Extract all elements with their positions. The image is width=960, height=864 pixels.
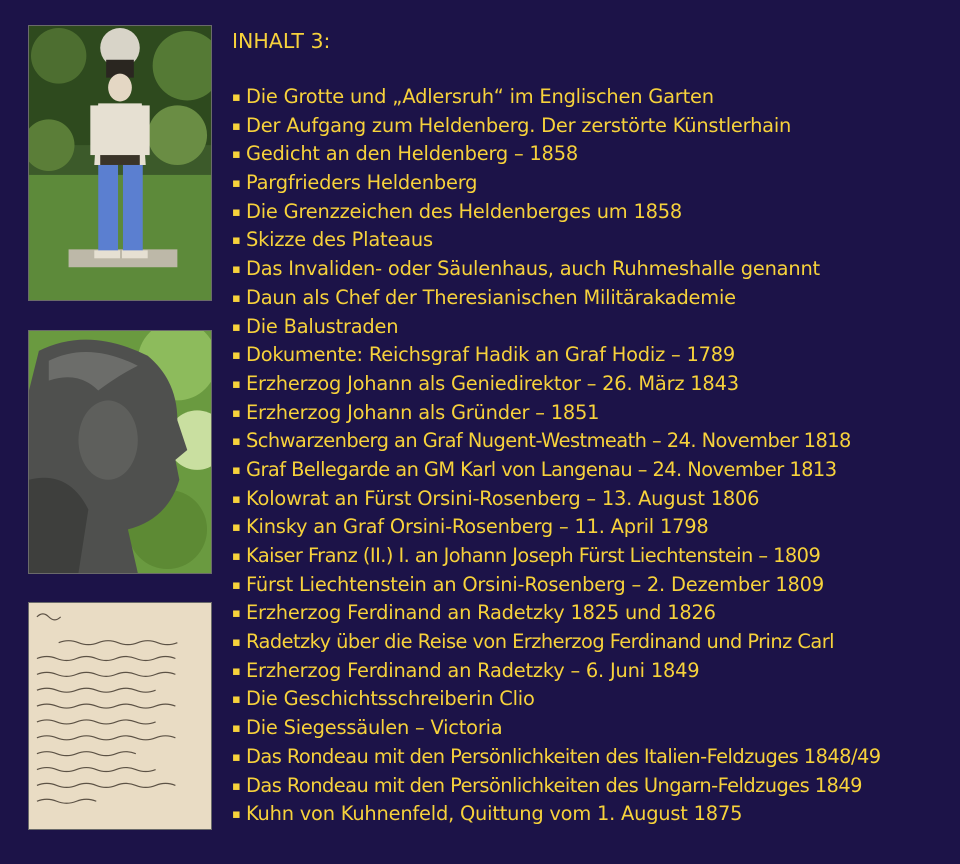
toc-item[interactable] xyxy=(232,140,952,169)
toc-item[interactable] xyxy=(232,714,952,743)
bullet-icon: ▪ xyxy=(232,147,241,163)
toc xyxy=(232,27,952,829)
bullet-icon: ▪ xyxy=(232,749,241,765)
toc-item[interactable] xyxy=(232,427,952,456)
bust-photo-icon xyxy=(29,331,211,573)
bullet-icon: ▪ xyxy=(232,635,241,651)
bullet-icon: ▪ xyxy=(232,204,241,220)
toc-item-label: Die Balustraden xyxy=(246,314,399,338)
toc-item-label: Der Aufgang zum Heldenberg. Der zerstörte Künstlerhain xyxy=(246,113,792,137)
toc-list xyxy=(232,83,952,829)
toc-item-label: Fürst Liechtenstein an Orsini-Rosenberg – 2. Dezember 1809 xyxy=(246,572,824,596)
toc-item[interactable] xyxy=(232,685,952,714)
toc-item[interactable] xyxy=(232,456,952,485)
toc-item[interactable] xyxy=(232,628,952,657)
bullet-icon: ▪ xyxy=(232,319,241,335)
manuscript-photo-icon xyxy=(29,603,211,829)
toc-item[interactable] xyxy=(232,284,952,313)
toc-item[interactable] xyxy=(232,341,952,370)
bullet-icon: ▪ xyxy=(232,290,241,306)
toc-item-label: Dokumente: Reichsgraf Hadik an Graf Hodiz – 1789 xyxy=(246,343,736,367)
bullet-icon: ▪ xyxy=(232,348,241,364)
toc-item-label: Das Invaliden- oder Säulenhaus, auch Ruhmeshalle genannt xyxy=(246,257,820,281)
toc-item-label: Kuhn von Kuhnenfeld, Quittung vom 1. August 1875 xyxy=(246,802,743,826)
toc-item[interactable] xyxy=(232,485,952,514)
statue-photo xyxy=(28,25,212,301)
toc-item[interactable] xyxy=(232,313,952,342)
bullet-icon: ▪ xyxy=(232,807,241,823)
toc-item-label: Kaiser Franz (II.) I. an Johann Joseph Fürst Liechtenstein – 1809 xyxy=(246,544,821,567)
toc-item[interactable] xyxy=(232,542,952,571)
toc-item[interactable] xyxy=(232,169,952,198)
toc-item-label: Kinsky an Graf Orsini-Rosenberg – 11. April 1798 xyxy=(246,515,709,539)
bullet-icon: ▪ xyxy=(232,434,241,450)
toc-item-label: Gedicht an den Heldenberg – 1858 xyxy=(246,142,578,166)
bullet-icon: ▪ xyxy=(232,549,241,564)
toc-item-label: Die Grenzzeichen des Heldenberges um 1858 xyxy=(246,199,683,223)
toc-item[interactable] xyxy=(232,743,952,772)
bullet-icon: ▪ xyxy=(232,721,241,737)
toc-item-label: Pargfrieders Heldenberg xyxy=(246,171,478,195)
spacer xyxy=(232,55,952,83)
toc-item[interactable] xyxy=(232,83,952,112)
toc-item-label: Erzherzog Ferdinand an Radetzky – 6. Juni 1849 xyxy=(246,658,700,682)
bullet-icon: ▪ xyxy=(232,118,241,134)
page-title: INHALT 3: xyxy=(232,29,331,53)
bullet-icon: ▪ xyxy=(232,692,241,708)
bullet-icon: ▪ xyxy=(232,778,241,794)
bullet-icon: ▪ xyxy=(232,90,241,105)
toc-item[interactable] xyxy=(232,772,952,801)
toc-item[interactable] xyxy=(232,657,952,686)
toc-item-label: Die Geschichtsschreiberin Clio xyxy=(246,687,535,711)
bullet-icon: ▪ xyxy=(232,663,241,679)
bullet-icon: ▪ xyxy=(232,405,241,421)
toc-item[interactable] xyxy=(232,800,952,829)
toc-item-label: Daun als Chef der Theresianischen Militärakademie xyxy=(246,285,736,309)
toc-item[interactable] xyxy=(232,370,952,399)
bullet-icon: ▪ xyxy=(232,491,241,507)
toc-item[interactable] xyxy=(232,571,952,600)
bullet-icon: ▪ xyxy=(232,577,241,593)
toc-item-label: Die Siegessäulen – Victoria xyxy=(246,716,503,740)
toc-item[interactable] xyxy=(232,255,952,284)
bullet-icon: ▪ xyxy=(232,606,241,622)
bullet-icon: ▪ xyxy=(232,176,241,192)
bullet-icon: ▪ xyxy=(232,376,241,392)
toc-item-label: Kolowrat an Fürst Orsini-Rosenberg – 13. August 1806 xyxy=(246,486,760,510)
bullet-icon: ▪ xyxy=(232,520,241,536)
toc-item-label: Das Rondeau mit den Persönlichkeiten des Ungarn-Feldzuges 1849 xyxy=(246,773,862,797)
bullet-icon: ▪ xyxy=(232,233,241,249)
toc-item[interactable] xyxy=(232,198,952,227)
toc-item-label: Erzherzog Ferdinand an Radetzky 1825 und 1826 xyxy=(246,601,716,625)
toc-item-label: Skizze des Plateaus xyxy=(246,228,433,252)
toc-item-label: Graf Bellegarde an GM Karl von Langenau – 24. November 1813 xyxy=(246,457,837,481)
bullet-icon: ▪ xyxy=(232,262,241,278)
statue-photo-icon xyxy=(29,26,211,300)
toc-item[interactable] xyxy=(232,226,952,255)
toc-item-label: Erzherzog Johann als Gründer – 1851 xyxy=(246,400,600,424)
toc-item-label: Radetzky über die Reise von Erzherzog Ferdinand und Prinz Carl xyxy=(246,630,834,654)
toc-item-label: Schwarzenberg an Graf Nugent-Westmeath – 24. November 1818 xyxy=(246,429,851,453)
bust-photo xyxy=(28,330,212,574)
toc-item-label: Erzherzog Johann als Geniedirektor – 26. März 1843 xyxy=(246,371,739,395)
toc-item-label: Das Rondeau mit den Persönlichkeiten des Italien-Feldzuges 1848/49 xyxy=(246,744,881,768)
bullet-icon: ▪ xyxy=(232,462,241,478)
toc-item[interactable] xyxy=(232,599,952,628)
manuscript-photo xyxy=(28,602,212,830)
toc-item[interactable] xyxy=(232,112,952,141)
toc-item-label: Die Grotte und „Adlersruh“ im Englischen Garten xyxy=(246,85,714,108)
toc-item[interactable] xyxy=(232,513,952,542)
toc-item[interactable] xyxy=(232,399,952,428)
